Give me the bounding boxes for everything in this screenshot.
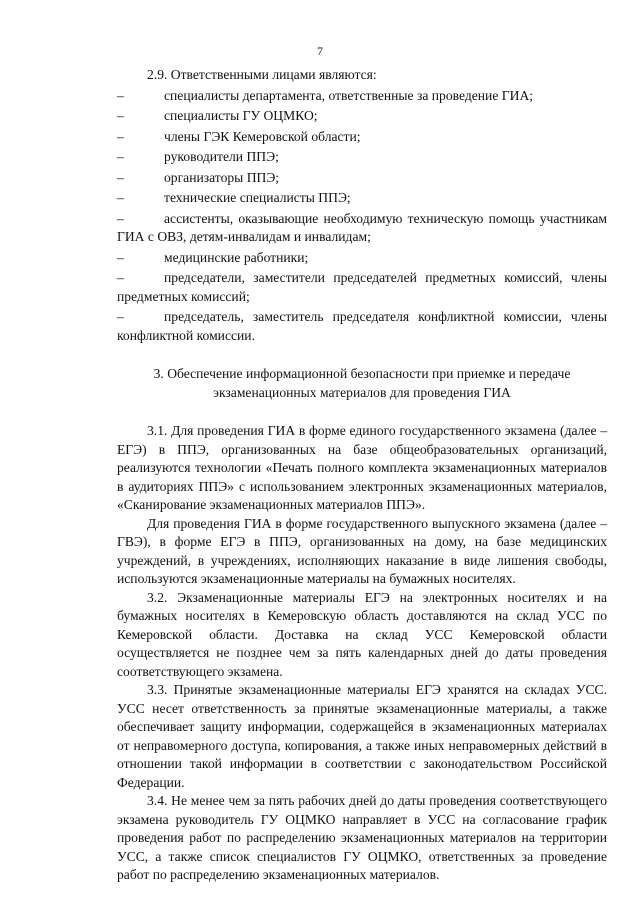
dash-marker: – [117, 309, 124, 324]
dash-marker: – [117, 128, 124, 144]
list-item-text: организаторы ППЭ; [164, 169, 280, 185]
list-item-text: председатель, заместитель председателя конфликтной комиссии, члены конфликтной комиссии. [117, 309, 607, 343]
list-item [117, 308, 607, 345]
list-item-text: председатели, заместители председателей предметных комиссий, члены предметных комиссий; [117, 270, 607, 304]
list-item-text: ассистенты, оказывающие необходимую техническую помощь участникам ГИА с ОВЗ, детям-инвалидам и инвалидам; [117, 210, 607, 244]
paragraph-3-4: 3.4. Не менее чем за пять рабочих дней до даты проведения соответствующего экзамена руководитель ГУ ОЦМКО направляет в УСС на согласование график проведения работ по распределению экзаменационных материалов на территории УСС, а также список специалистов ГУ ОЦМКО, ответственных за проведение работ по распределению экзаменационных материалов. [117, 793, 607, 882]
list-item [117, 210, 607, 247]
paragraph-gve: Для проведения ГИА в форме государственного выпускного экзамена (далее – ГВЭ), в форме ЕГЭ в ППЭ, организованных на дому, на базе медицинских учреждений, в учреждениях, исполняющих наказание в виде лишения свободы, используются экзаменационные материалы на бумажных носителях. [117, 515, 607, 586]
list-item-text: медицинские работники; [164, 249, 309, 265]
dash-marker: – [117, 149, 124, 164]
list-item [117, 128, 607, 147]
list-item [117, 87, 607, 106]
list-item [117, 189, 607, 208]
list-item [117, 107, 607, 126]
section-3-heading [117, 365, 607, 402]
document-body [117, 66, 607, 885]
paragraph-3-2: 3.2. Экзаменационные материалы ЕГЭ на электронных носителях и на бумажных носителях в Кемеровскую область доставляются на склад УСС по Кемеровской области. Доставка на склад УСС Кемеровской области осуществляется не позднее чем за пять календарных дней до даты проведения соответствующего экзамена. [117, 589, 607, 679]
section-3-heading-line-2: экзаменационных материалов для проведения ГИА [213, 384, 511, 400]
section-2-9-intro: 2.9. Ответственными лицами являются: [147, 67, 377, 82]
dash-marker: – [117, 190, 124, 205]
page-number: 7 [317, 44, 323, 58]
dash-marker: – [117, 210, 124, 226]
dash-marker: – [117, 270, 124, 285]
dash-marker: – [117, 108, 124, 123]
list-item [117, 148, 607, 167]
list-item [117, 249, 607, 268]
paragraph-3-3: 3.3. Принятые экзаменационные материалы ЕГЭ хранятся на складах УСС. УСС несет ответственность за принятые экзаменационные материалы, а также обеспечивает защиту информации, содержащейся в экзаменационных материалах от неправомерного доступа, копирования, а также иных неправомерных действий в отношении такой информации в соответствии с законодательством Российской Федерации. [117, 682, 607, 790]
dash-marker: – [117, 169, 124, 185]
list-item-text: члены ГЭК Кемеровской области; [164, 128, 361, 144]
paragraph-3-1: 3.1. Для проведения ГИА в форме единого государственного экзамена (далее – ЕГЭ) в ППЭ, организованных на базе общеобразовательных организаций, реализуются технологии «Печать полного комплекта экзаменационных материалов в аудиториях ППЭ» с использованием электронных экзаменационных материалов, «Сканирование экзаменационных материалов ППЭ». [117, 423, 607, 512]
list-item-text: руководители ППЭ; [164, 149, 279, 164]
dash-marker: – [117, 249, 124, 265]
list-item [117, 169, 607, 188]
list-item-text: специалисты ГУ ОЦМКО; [164, 108, 318, 123]
section-3-heading-line-1: 3. Обеспечение информационной безопасности при приемке и передаче [153, 366, 571, 381]
dash-marker: – [117, 87, 124, 103]
list-item [117, 269, 607, 306]
list-item-text: технические специалисты ППЭ; [164, 190, 351, 205]
list-item-text: специалисты департамента, ответственные за проведение ГИА; [164, 87, 534, 103]
